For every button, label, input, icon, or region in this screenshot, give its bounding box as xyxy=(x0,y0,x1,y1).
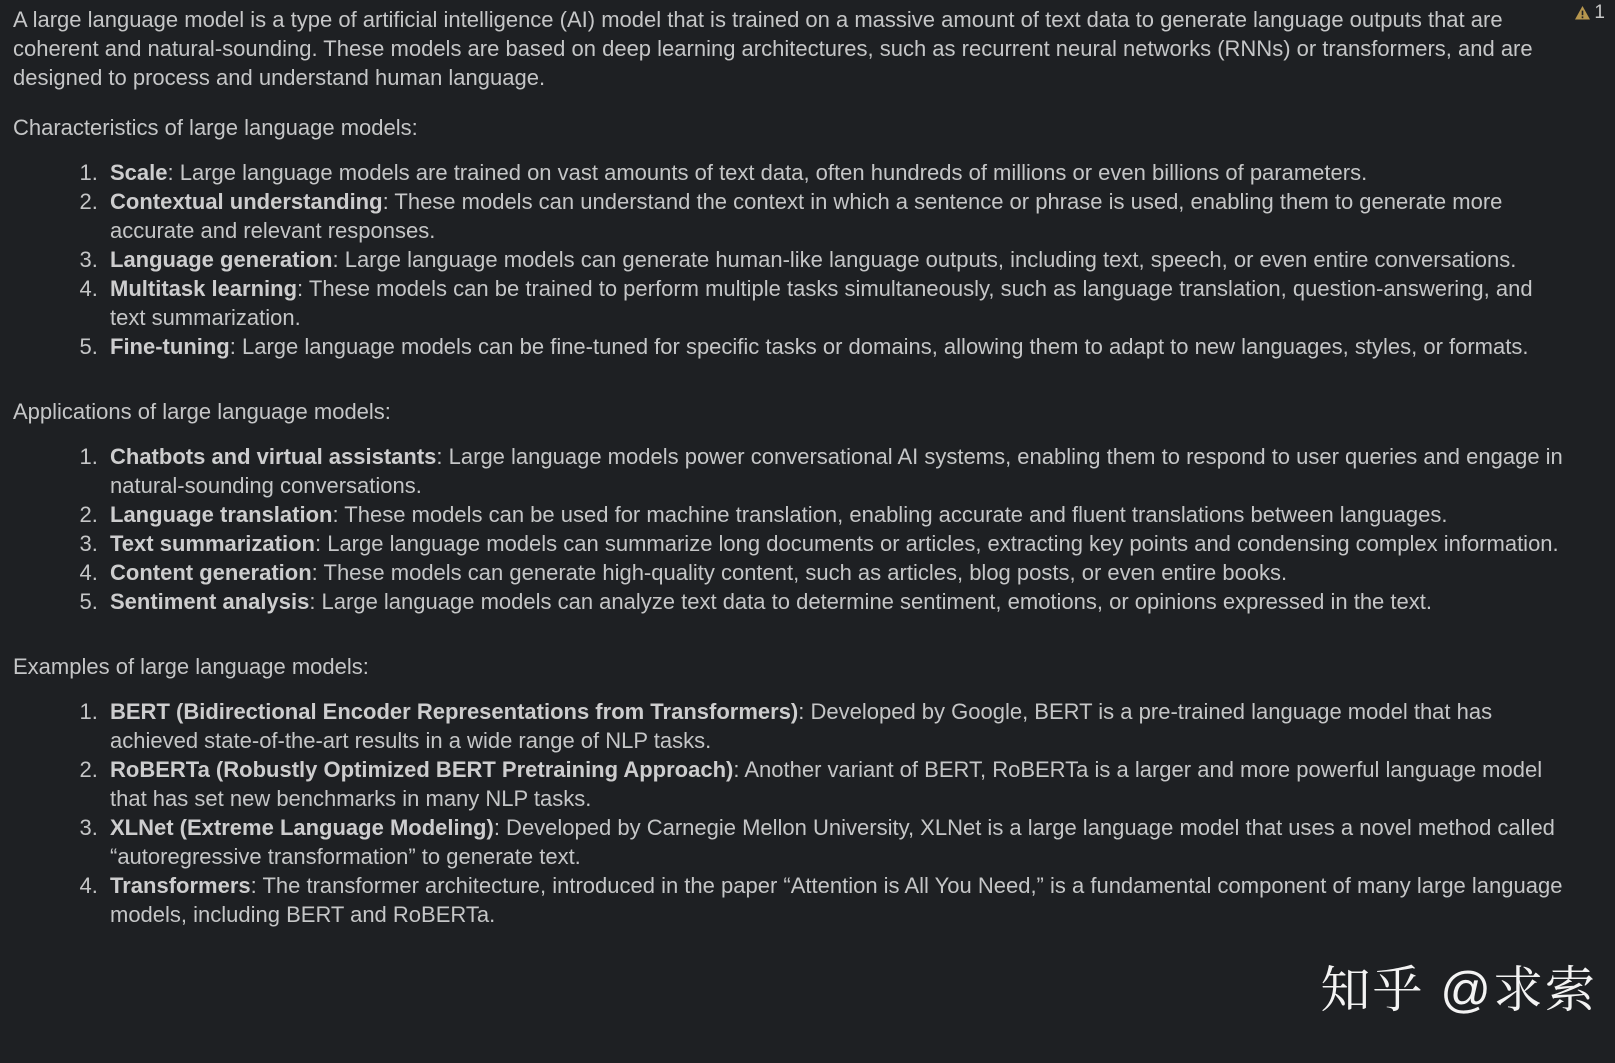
list-item-desc: : Large language models can analyze text data to determine sentiment, emotions, or opinions expressed in the text. xyxy=(309,589,1432,614)
section-heading-characteristics: Characteristics of large language models: xyxy=(13,115,418,140)
list-item xyxy=(104,529,1565,558)
list-item-desc: : Large language models can generate human-like language outputs, including text, speech, or even entire conversations. xyxy=(332,247,1517,272)
list-item xyxy=(104,158,1565,187)
examples-list xyxy=(13,697,1565,929)
section-heading-applications: Applications of large language models: xyxy=(13,399,391,424)
list-item-desc: : These models can be trained to perform multiple tasks simultaneously, such as language translation, question-answering, and text summarization. xyxy=(110,276,1533,330)
list-item-term: Contextual understanding xyxy=(110,189,383,214)
list-item-desc: : Large language models power conversational AI systems, enabling them to respond to user queries and engage in natural-sounding conversations. xyxy=(110,444,1563,498)
list-item-term: Content generation xyxy=(110,560,312,585)
list-item-term: Fine-tuning xyxy=(110,334,230,359)
list-item xyxy=(104,587,1565,616)
list-item xyxy=(104,187,1565,245)
list-item xyxy=(104,442,1565,500)
list-item-desc: : These models can understand the context in which a sentence or phrase is used, enabling them to generate more accurate and relevant responses. xyxy=(110,189,1503,243)
list-item xyxy=(104,813,1565,871)
list-item-term: Text summarization xyxy=(110,531,315,556)
list-item-desc: : The transformer architecture, introduced in the paper “Attention is All You Need,” is a fundamental component of many large language models, including BERT and RoBERTa. xyxy=(110,873,1563,927)
list-item-desc: : These models can generate high-quality content, such as articles, blog posts, or even entire books. xyxy=(311,560,1288,585)
list-item-desc: : Developed by Carnegie Mellon University, XLNet is a large language model that uses a novel method called “autoregressive transformation” to generate text. xyxy=(110,815,1555,869)
list-item-desc: : Large language models are trained on vast amounts of text data, often hundreds of millions or even billions of parameters. xyxy=(167,160,1368,185)
list-item-term: Chatbots and virtual assistants xyxy=(110,444,437,469)
list-item-term: Language translation xyxy=(110,502,333,527)
list-item-term: Multitask learning xyxy=(110,276,298,301)
list-item-term: Language generation xyxy=(110,247,333,272)
list-item-term: Transformers xyxy=(110,873,251,898)
list-item-term: Scale xyxy=(110,160,168,185)
zhihu-watermark: 知乎 @求索 xyxy=(1320,962,1597,1018)
applications-list xyxy=(13,442,1565,616)
list-item-desc: : Large language models can be fine-tuned for specific tasks or domains, allowing them to adapt to new languages, styles, or formats. xyxy=(229,334,1529,359)
list-item-desc: : Developed by Google, BERT is a pre-trained language model that has achieved state-of-the-art results in a wide range of NLP tasks. xyxy=(110,699,1493,753)
warning-badge[interactable] xyxy=(1574,3,1605,22)
list-item xyxy=(104,274,1565,332)
list-item-desc: : Large language models can summarize long documents or articles, extracting key points and condensing complex information. xyxy=(314,531,1559,556)
list-item-term: XLNet (Extreme Language Modeling) xyxy=(110,815,494,840)
list-item-term: RoBERTa (Robustly Optimized BERT Pretraining Approach) xyxy=(110,757,734,782)
list-item xyxy=(104,871,1565,929)
list-item xyxy=(104,697,1565,755)
list-item xyxy=(104,332,1565,361)
list-item xyxy=(104,245,1565,274)
list-item xyxy=(104,500,1565,529)
list-item-term: Sentiment analysis xyxy=(110,589,310,614)
list-item-term: BERT (Bidirectional Encoder Representations from Transformers) xyxy=(110,699,799,724)
list-item-desc: : These models can be used for machine translation, enabling accurate and fluent translations between languages. xyxy=(332,502,1448,527)
section-heading-examples: Examples of large language models: xyxy=(13,654,369,679)
characteristics-list xyxy=(13,158,1565,361)
intro-paragraph: A large language model is a type of artificial intelligence (AI) model that is trained on a massive amount of text data to generate language outputs that are coherent and natural-sounding. These models are based on deep learning architectures, such as recurrent neural networks (RNNs) or transformers, and are designed to process and understand human language. xyxy=(13,7,1533,90)
warning-count: 1 xyxy=(1594,2,1605,23)
list-item xyxy=(104,558,1565,587)
list-item xyxy=(104,755,1565,813)
warning-triangle-icon xyxy=(1574,5,1591,21)
list-item-desc: : Another variant of BERT, RoBERTa is a larger and more powerful language model that has set new benchmarks in many NLP tasks. xyxy=(110,757,1543,811)
